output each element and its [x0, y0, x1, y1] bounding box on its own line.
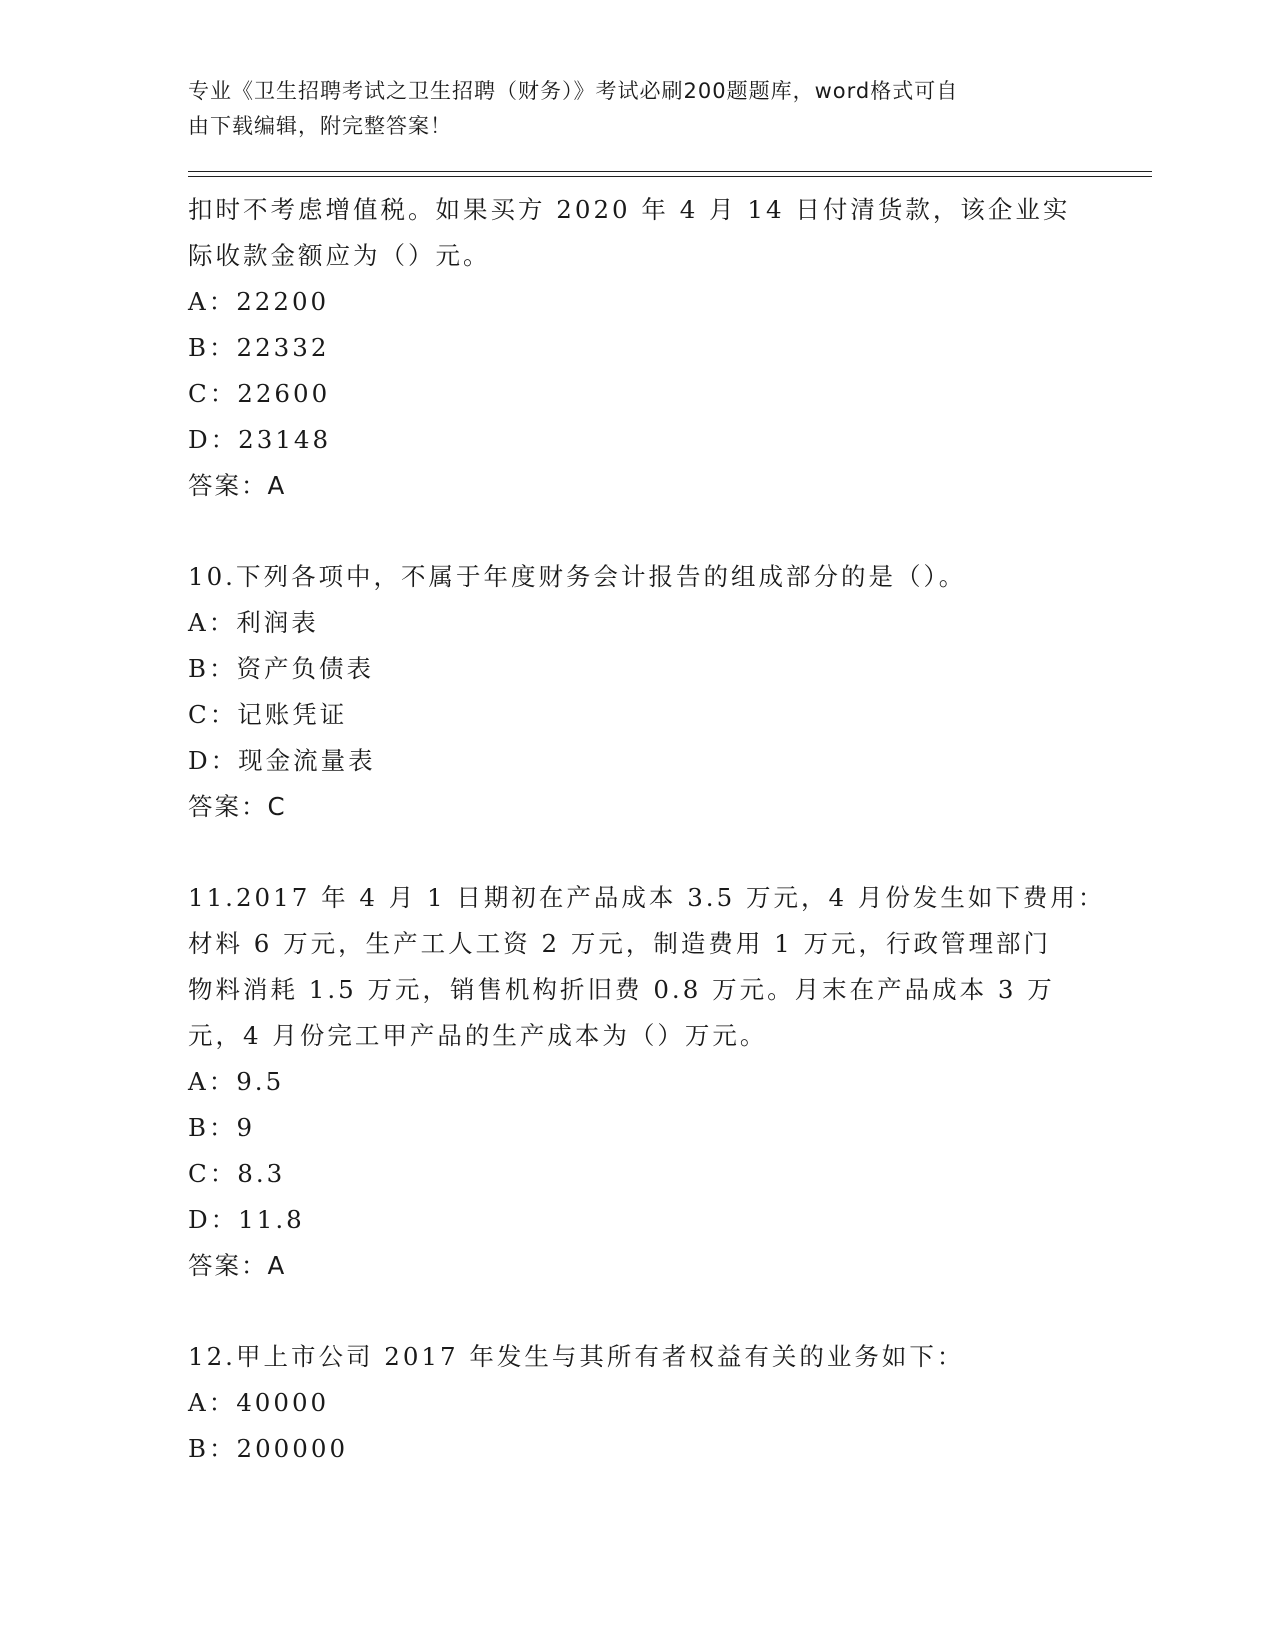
spacer	[188, 1289, 1068, 1334]
option-d: D：现金流量表	[188, 746, 376, 775]
document-header	[188, 74, 1068, 144]
question-stem: 元，4 月份完工甲产品的生产成本为（）万元。	[188, 1021, 768, 1050]
question-stem: 12.甲上市公司 2017 年发生与其所有者权益有关的业务如下：	[188, 1342, 965, 1371]
answer: 答案：C	[188, 792, 287, 821]
option-a: A：利润表	[188, 608, 319, 637]
header-line-2: 由下载编辑，附完整答案！	[188, 114, 452, 138]
spacer	[188, 830, 1068, 875]
question-stem: 11.2017 年 4 月 1 日期初在产品成本 3.5 万元，4 月份发生如下费用：	[188, 883, 1106, 912]
option-c: C：22600	[188, 379, 331, 408]
option-c: C：8.3	[188, 1159, 286, 1188]
option-a: A：40000	[188, 1388, 330, 1417]
header-line-1: 专业《卫生招聘考试之卫生招聘（财务）》考试必刷200题题库，word格式可自	[188, 79, 959, 103]
option-b: B：9	[188, 1113, 256, 1142]
question-9	[188, 187, 1071, 509]
question-stem: 物料消耗 1.5 万元，销售机构折旧费 0.8 万元。月末在产品成本 3 万	[188, 975, 1055, 1004]
question-10	[188, 554, 1068, 830]
answer: 答案：A	[188, 1251, 287, 1280]
document-body	[188, 187, 1106, 1472]
option-d: D：23148	[188, 425, 332, 454]
question-12	[188, 1334, 1068, 1472]
option-b: B：22332	[188, 333, 330, 362]
question-stem: 际收款金额应为（）元。	[188, 241, 491, 270]
question-stem: 10.下列各项中，不属于年度财务会计报告的组成部分的是（）。	[188, 562, 967, 591]
question-11	[188, 875, 1106, 1289]
question-stem: 扣时不考虑增值税。如果买方 2020 年 4 月 14 日付清货款，该企业实	[188, 195, 1071, 224]
option-a: A：22200	[188, 287, 330, 316]
header-rule-bottom	[188, 176, 1152, 177]
option-d: D：11.8	[188, 1205, 305, 1234]
header-rule-top	[188, 171, 1152, 172]
question-stem: 材料 6 万元，生产工人工资 2 万元，制造费用 1 万元，行政管理部门	[188, 929, 1051, 958]
option-b: B：资产负债表	[188, 654, 375, 683]
option-a: A：9.5	[188, 1067, 285, 1096]
option-b: B：200000	[188, 1434, 349, 1463]
answer: 答案：A	[188, 471, 287, 500]
spacer	[188, 509, 1068, 554]
option-c: C：记账凭证	[188, 700, 348, 729]
